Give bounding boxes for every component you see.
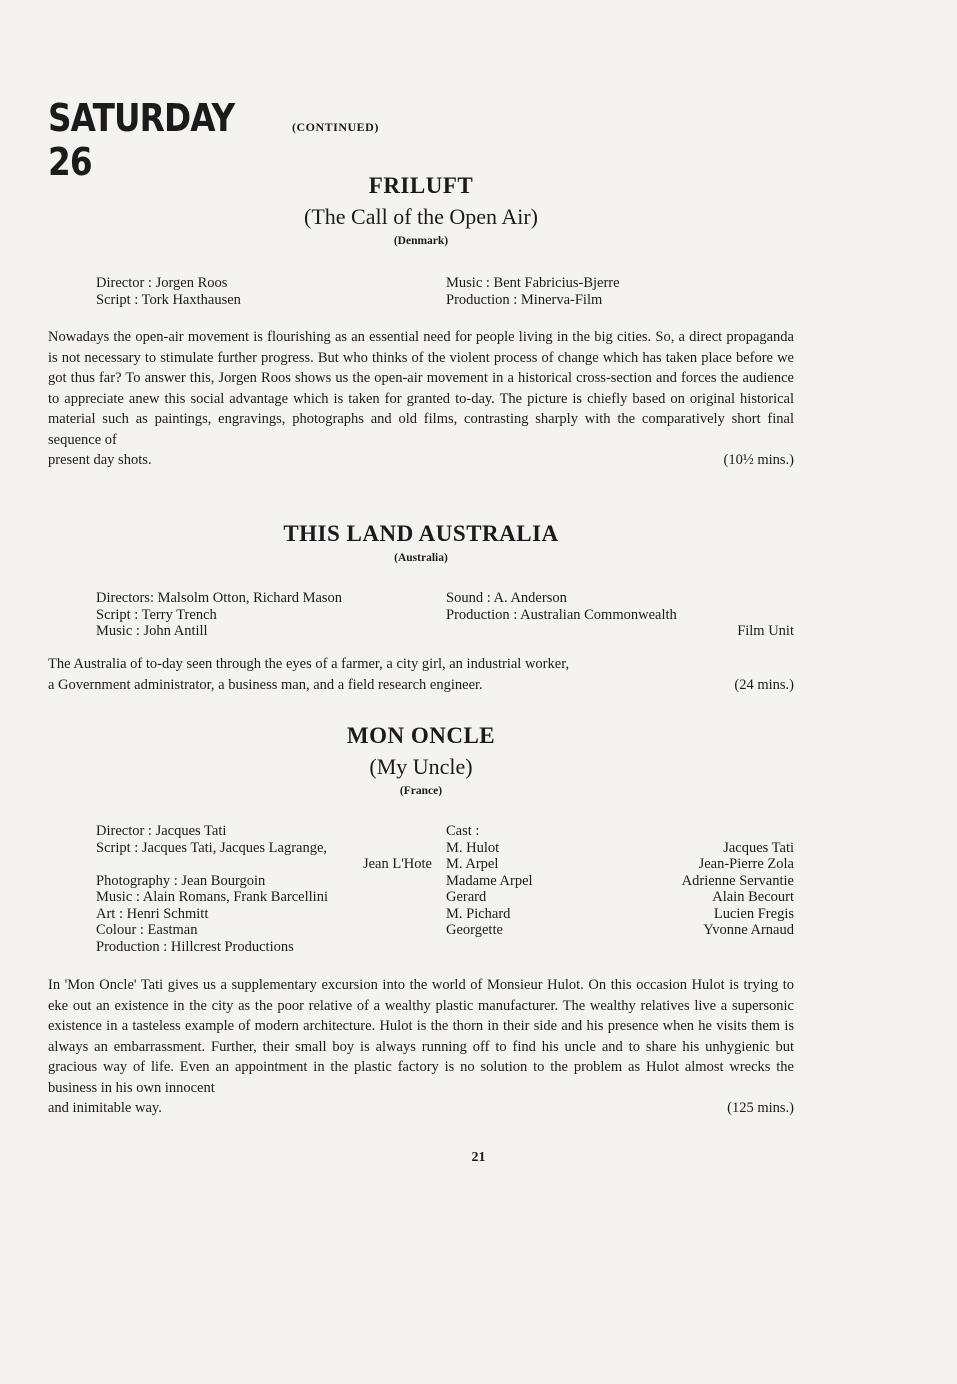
description-last-line: a Government administrator, a business man, and a field research engineer. [48,676,483,693]
credit-production: Production : Minerva-Film [446,291,603,308]
credit-photography: Photography : Jean Bourgoin [96,872,266,889]
cast-row [446,873,794,890]
film-title: THIS LAND AUSTRALIA [283,521,559,546]
film-country: (Australia) [394,552,448,564]
film-duration: (125 mins.) [727,1100,794,1116]
credit-directors: Directors: Malsolm Otton, Richard Mason [96,590,343,606]
cast-role: M. Arpel [446,856,499,872]
cast-actor: Jacques Tati [723,839,794,856]
credit-production: Production : Hillcrest Productions [96,938,294,955]
cast-row [446,889,794,906]
credit-sound: Sound : A. Anderson [446,590,567,606]
cast-row [446,906,794,923]
film-credits [48,275,794,311]
cast-actor: Jean-Pierre Zola [698,856,794,872]
credit-script: Script : Terry Trench [96,606,217,623]
description-text: The Australia of to-day seen through the eyes of a farmer, a city girl, an industrial worker, [48,656,570,672]
film-duration: (10½ mins.) [723,452,794,468]
film-country: (France) [399,785,443,797]
film-credits [48,590,794,642]
credit-script: Script : Tork Haxthausen [96,291,241,308]
cast-role: M. Hulot [446,839,500,856]
description-last-line: present day shots. [48,452,152,468]
cast-row [446,922,794,939]
film-description [48,327,794,471]
film-description [48,654,794,695]
cast-role: M. Pichard [446,905,511,922]
credit-production: Production : Australian Commonwealth [446,606,677,623]
credit-music: Music : John Antill [96,623,208,639]
film-credits [48,823,794,957]
cast-heading: Cast : [446,823,480,839]
description-last-line: and inimitable way. [48,1100,162,1116]
credit-music: Music : Alain Romans, Frank Barcellini [96,889,328,905]
description-text: In 'Mon Oncle' Tati gives us a supplementary excursion into the world of Monsieur Hulot. On this occasion Hulot is trying to eke out an existence in the city as the poor relative of a wealthy plastic manufacturer. The wealthy relatives live a supersonic existence in a tasteless example of modern architecture. Hulot is the thorn in their side and his presence when he visits them is always an embarrassment. Further, their small boy is always running off to find his uncle and to share his unhygienic but gracious way of life. Even an appointment in the plastic factory is no solution to the problem as Hulot almost wrecks the business in his own innocent [48,977,794,1096]
cast-row [446,856,794,873]
credit-director: Director : Jorgen Roos [96,275,228,291]
credit-art: Art : Henri Schmitt [96,905,209,922]
cast-list [446,823,794,939]
credit-director: Director : Jacques Tati [96,823,227,839]
cast-role: Madame Arpel [446,872,533,889]
page-number: 21 [471,1150,486,1165]
cast-role: Gerard [446,889,487,905]
cast-row [446,840,794,857]
credit-script: Script : Jacques Tati, Jacques Lagrange, [96,839,328,856]
film-subtitle: (My Uncle) [369,754,473,779]
credit-script-cont: Jean L'Hote [362,856,432,872]
credit-colour: Colour : Eastman [96,922,198,938]
film-title: MON ONCLE [346,723,496,748]
film-description [48,975,794,1119]
cast-role: Georgette [446,922,503,938]
continued-label: (CONTINUED) [292,120,379,134]
film-entry-this-land-australia [48,521,794,695]
cast-actor: Alain Becourt [712,889,794,905]
credit-production-cont: Film Unit [737,623,794,639]
film-country: (Denmark) [393,235,449,247]
day-heading: SATURDAY 26 [48,96,235,184]
film-subtitle: (The Call of the Open Air) [304,204,538,229]
cast-actor: Lucien Fregis [713,905,794,922]
film-entry-friluft [48,173,794,471]
film-duration: (24 mins.) [734,676,794,693]
credit-music: Music : Bent Fabricius-Bjerre [446,275,620,291]
film-title: FRILUFT [368,173,474,198]
cast-actor: Adrienne Servantie [681,872,794,889]
cast-actor: Yvonne Arnaud [703,922,794,938]
page-header [48,96,379,184]
film-entry-mon-oncle [48,723,794,1119]
description-text: Nowadays the open-air movement is flourishing as an essential need for people living in the big cities. So, a direct propaganda is not necessary to stimulate further progress. But who thinks of the violent process of change which has taken place before we got thus far? To answer this, Jorgen Roos shows us the open-air movement in a historical cross-section and forces the audience to appreciate anew this social advantage which is taken for granted to-day. The picture is chiefly based on original historical material such as paintings, engravings, photographs and old films, contrasting sharply with the comparatively short final sequence of [48,329,794,448]
